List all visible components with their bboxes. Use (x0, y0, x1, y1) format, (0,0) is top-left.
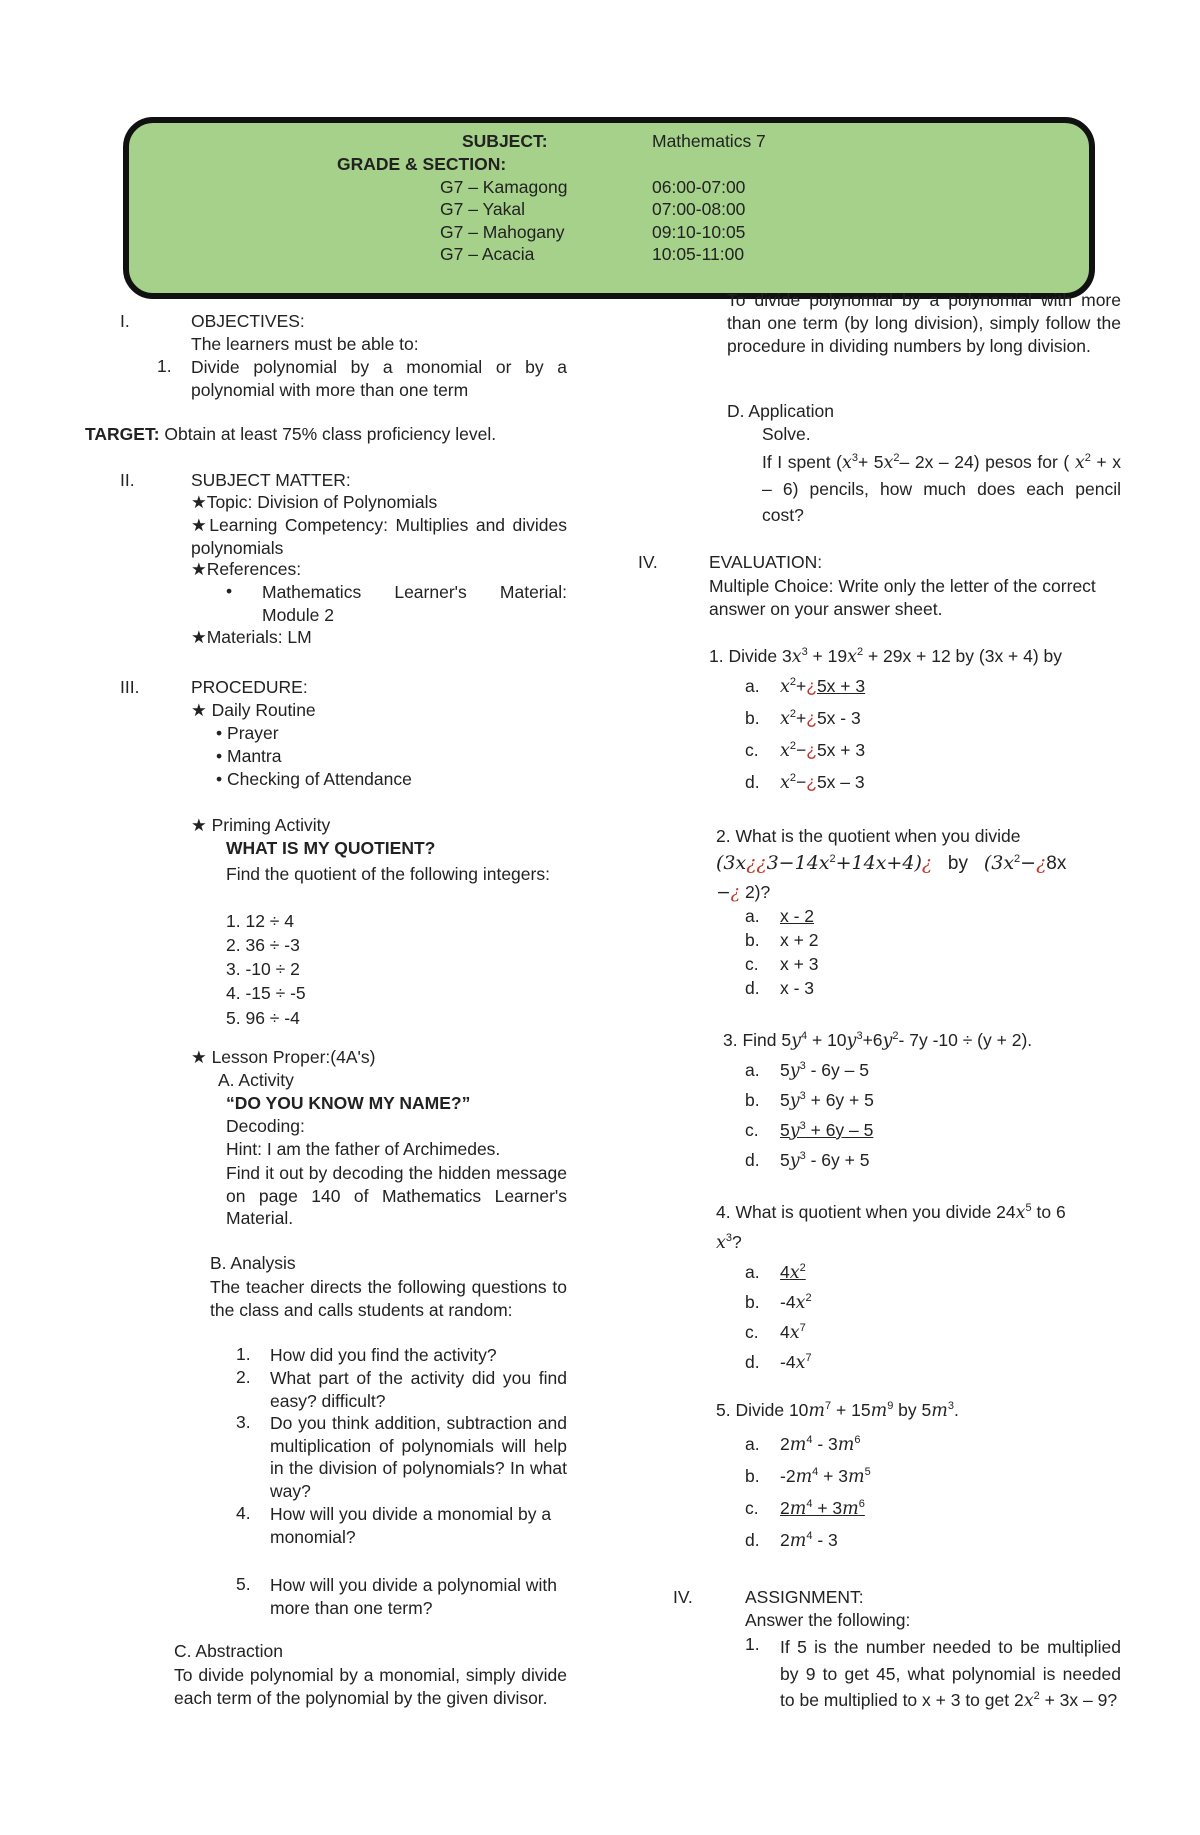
analysis-item: What part of the activity did you find easy? difficult? (270, 1368, 567, 1411)
q5-text: + 15 (831, 1400, 871, 1420)
q3-text: 3. Find 5 (723, 1030, 792, 1050)
header-box (123, 117, 1095, 299)
application-label: D. Application (727, 401, 835, 421)
section-time: 07:00-08:00 (652, 199, 746, 219)
daily-routine (191, 700, 316, 721)
q5-option-c: $2m^4 + 3m^6$ (780, 1498, 865, 1519)
q5-option-letter: a. (745, 1434, 760, 1454)
q3-option-a: $5y^3 - 6y - 5$ (780, 1060, 869, 1081)
references-text: References: (206, 559, 302, 579)
competency (191, 514, 567, 559)
section-name: G7 – Acacia (440, 244, 535, 264)
opt-text: - 6y + 5 (805, 1150, 870, 1170)
q5-text: . (954, 1400, 959, 1420)
activity-title: “DO YOU KNOW MY NAME?” (226, 1093, 471, 1113)
star-icon: ★ (191, 700, 207, 720)
activity-label: A. Activity (218, 1070, 294, 1090)
q3-text: +6 (862, 1030, 883, 1050)
app-text: + 5 (857, 452, 884, 472)
evaluation-instr: Multiple Choice: Write only the letter of the correct answer on your answer sheet. (709, 576, 1096, 619)
opt-text: -4 (780, 1292, 796, 1312)
star-icon: ★ (191, 627, 207, 647)
lesson-proper (191, 1047, 375, 1068)
opt-text: 5x + 3 (816, 740, 866, 760)
q1-text: + 29x + 12 by (3x + 4) by (863, 646, 1063, 666)
lesson-proper-text: Lesson Proper:(4A's) (211, 1047, 376, 1067)
priming-item: 4. -15 ÷ -5 (226, 983, 306, 1003)
analysis-num: 2. (236, 1367, 251, 1387)
priming-item: 5. 96 ÷ -4 (226, 1008, 300, 1028)
priming-text: Priming Activity (211, 815, 331, 835)
decoding: Decoding: (226, 1116, 305, 1136)
q4-text: 4. What is quotient when you divide 24 (716, 1202, 1016, 1222)
opt-text: 2 (780, 1434, 790, 1454)
evaluation-title: EVALUATION: (709, 552, 823, 572)
q4-option-a: $4x^2$ (780, 1262, 806, 1283)
question-5: 5. Divide $10m^7 + 15m^9$ by $5m^3$. (716, 1400, 959, 1421)
opt-sign: + (796, 676, 807, 696)
opt-sign: + (796, 708, 807, 728)
routine-item (216, 746, 281, 767)
q1-option-letter: c. (745, 740, 759, 760)
subject-value: Mathematics 7 (652, 131, 766, 151)
q1-option-letter: b. (745, 708, 760, 728)
objective-num: 1. (157, 356, 172, 376)
q1-option-letter: a. (745, 676, 760, 696)
subject-matter-title: SUBJECT MATTER: (191, 470, 351, 490)
analysis-intro: The teacher directs the following questions to the class and calls students at random: (210, 1277, 567, 1320)
analysis-item: How did you find the activity? (270, 1345, 497, 1365)
q3-text: + 10 (807, 1030, 847, 1050)
grade-label: GRADE & SECTION: (337, 154, 507, 174)
procedure-title: PROCEDURE: (191, 677, 308, 697)
q4-option-b: $-4x^2$ (780, 1292, 812, 1313)
routine-item (216, 769, 412, 790)
q5-option-d: $2m^4 - 3$ (780, 1530, 838, 1551)
section-name: G7 – Kamagong (440, 177, 568, 197)
q3-option-d: $5y^3 - 6y + 5$ (780, 1150, 870, 1171)
abstraction-text: To divide polynomial by a monomial, simply divide each term of the polynomial by the given divisor. (174, 1665, 567, 1708)
q4-option-letter: c. (745, 1322, 759, 1342)
analysis-num: 1. (236, 1344, 251, 1364)
opt-text: 2 (780, 1530, 790, 1550)
assignment-title: ASSIGNMENT: (745, 1587, 864, 1607)
star-icon: ★ (191, 1047, 207, 1067)
target-label: TARGET: (85, 424, 160, 444)
app-text: If I spent ( (762, 452, 842, 472)
assignment-text: If 5 is the number needed to be multiplied by 9 to get 45, what polynomial is needed to be multiplied to x + 3 to get 2 (780, 1637, 1121, 1710)
question-4: 4. What is quotient when you divide $24x^5$ to 6 (716, 1202, 1066, 1223)
q2-option-letter: a. (745, 906, 760, 926)
hint: Hint: I am the father of Archimedes. (226, 1139, 501, 1159)
star-icon: ★ (191, 492, 207, 512)
section-time: 06:00-07:00 (652, 177, 746, 197)
analysis-label: B. Analysis (210, 1253, 296, 1273)
q3-option-c: $5y^3 + 6y - 5$ (780, 1120, 874, 1141)
question-2-line3: −¿ 2)? (716, 882, 771, 903)
priming-activity (191, 815, 330, 836)
q4-option-letter: a. (745, 1262, 760, 1282)
competency-text: Learning Competency: Multiplies and divides polynomials (191, 515, 567, 558)
application-problem: If I spent ($x^3+ 5x^2-$ 2x – 24) pesos for ( $x^2 + x - 6$) pencils, how much does each pencil cost? (762, 452, 1121, 525)
opt-sign: − (796, 740, 807, 760)
opt-text: 4 (780, 1322, 790, 1342)
solve: Solve. (762, 424, 811, 444)
q2-option-a: x - 2 (780, 906, 815, 926)
q5-text: 5. Divide 10 (716, 1400, 809, 1420)
routine-item-text: Mantra (227, 746, 282, 766)
routine-item (216, 723, 279, 744)
q4-option-letter: d. (745, 1352, 760, 1372)
assignment-item: If 5 is the number needed to be multiplied by 9 to get 45, what polynomial is needed to be multiplied to x + 3 to get $2x^2 + 3x - 9$? (780, 1637, 1121, 1711)
objectives-title: OBJECTIVES: (191, 311, 305, 331)
target (85, 424, 496, 445)
opt-text: - 6y – 5 (805, 1060, 869, 1080)
question-3: 3. Find $5y^4 + 10y^3+6y^2-$ 7y -10 ÷ (y + 2). (723, 1030, 1033, 1051)
opt-text: 5x – 3 (816, 772, 865, 792)
section-time: 09:10-10:05 (652, 222, 746, 242)
objectives-intro: The learners must be able to: (191, 334, 419, 354)
subject-label: SUBJECT: (462, 131, 548, 151)
priming-instr: Find the quotient of the following integers: (226, 864, 550, 884)
materials (191, 627, 312, 648)
analysis-item: Do you think addition, subtraction and multiplication of polynomials will help in the division of polynomials? In what way? (270, 1413, 567, 1501)
section-name: G7 – Yakal (440, 199, 525, 219)
priming-item: 2. 36 ÷ -3 (226, 935, 300, 955)
topic (191, 492, 437, 513)
materials-text: Materials: LM (206, 627, 312, 647)
priming-item: 3. -10 ÷ 2 (226, 959, 300, 979)
opt-text: 2 (780, 1498, 790, 1518)
assignment-intro: Answer the following: (745, 1610, 911, 1630)
q2-option-d: x - 3 (780, 978, 815, 998)
q4-option-letter: b. (745, 1292, 760, 1312)
q2-text: 2)? (744, 882, 771, 902)
opt-text: 5x + 3 (816, 676, 866, 696)
assignment-item-num: 1. (745, 1634, 760, 1654)
routine-item-text: Prayer (227, 723, 279, 743)
assignment-num: IV. (673, 1587, 693, 1607)
q2-option-letter: d. (745, 978, 760, 998)
bullet-icon: • (216, 723, 223, 743)
q2-text: by (947, 853, 968, 874)
q2-text: 8x (1046, 853, 1067, 874)
q2-option-letter: c. (745, 954, 759, 974)
q3-option-letter: d. (745, 1150, 760, 1170)
q3-option-letter: a. (745, 1060, 760, 1080)
daily-routine-text: Daily Routine (211, 700, 316, 720)
priming-title: WHAT IS MY QUOTIENT? (226, 838, 436, 858)
q1-text: 1. Divide 3 (709, 646, 792, 666)
opt-text: 4 (780, 1262, 790, 1282)
q4-option-d: $-4x^7$ (780, 1352, 812, 1373)
q3-option-letter: b. (745, 1090, 760, 1110)
q5-option-letter: b. (745, 1466, 760, 1486)
objectives-num: I. (120, 311, 130, 331)
bullet-icon: • (216, 769, 223, 789)
q3-option-letter: c. (745, 1120, 759, 1140)
q1-text: + 19 (807, 646, 848, 666)
q5-text: by 5 (893, 1400, 932, 1420)
q5-option-letter: c. (745, 1498, 759, 1518)
question-2-line2: $(3x¿¿3-14x^2+14x+4)¿$ by ($3x^2-¿8x$ (716, 852, 1067, 874)
references (191, 559, 301, 580)
analysis-item: How will you divide a polynomial with more than one term? (270, 1575, 557, 1618)
app-text: + x – 6) pencils, how much does each pencil cost? (762, 452, 1121, 525)
q4-text: ? (732, 1232, 742, 1252)
routine-item-text: Checking of Attendance (227, 769, 412, 789)
q1-option-b: $x^2+¿5x - 3$ (780, 708, 861, 729)
opt-sign: − (796, 772, 807, 792)
opt-text: -2 (780, 1466, 796, 1486)
analysis-num: 4. (236, 1503, 251, 1523)
q5-option-letter: d. (745, 1530, 760, 1550)
q1-option-d: $x^2-¿5x - 3$ (780, 772, 865, 793)
q3-option-b: $5y^3 + 6y + 5$ (780, 1090, 874, 1111)
section-time: 10:05-11:00 (652, 244, 745, 264)
topic-text: Topic: Division of Polynomials (206, 492, 438, 512)
analysis-item: How will you divide a monomial by a monomial? (270, 1504, 552, 1547)
star-icon: ★ (191, 559, 207, 579)
objective-item: Divide polynomial by a monomial or by a polynomial with more than one term (191, 357, 567, 400)
star-icon: ★ (191, 515, 210, 535)
analysis-num: 3. (236, 1412, 251, 1432)
reference-item: Mathematics Learner's Material: Module 2 (262, 582, 567, 625)
bullet-icon: • (216, 746, 223, 766)
opt-text: + 6y + 5 (805, 1090, 874, 1110)
q2-text: 2. What is the quotient when you divide (716, 826, 1021, 846)
question-2-line1 (716, 826, 1121, 847)
section-name: G7 – Mahogany (440, 222, 565, 242)
assignment-text: + 3x – 9? (1039, 1690, 1118, 1710)
q4-option-c: $4x^7$ (780, 1322, 806, 1343)
opt-text: + 6y – 5 (805, 1120, 874, 1140)
subject-matter-num: II. (120, 470, 135, 490)
procedure-num: III. (120, 677, 140, 697)
analysis-num: 5. (236, 1574, 251, 1594)
abstraction-label: C. Abstraction (174, 1641, 283, 1661)
target-text: Obtain at least 75% class proficiency level. (164, 424, 497, 444)
question-4-cont: $x^3$? (716, 1232, 742, 1253)
find-out: Find it out by decoding the hidden message on page 140 of Mathematics Learner's Material. (226, 1163, 567, 1228)
abstraction-cont: To divide polynomial by a polynomial with more than one term (by long division), simply follow the procedure in dividing numbers by long division. (727, 290, 1121, 356)
priming-item: 1. 12 ÷ 4 (226, 911, 294, 931)
q1-option-letter: d. (745, 772, 760, 792)
opt-text: -4 (780, 1352, 796, 1372)
evaluation-num: IV. (638, 552, 658, 572)
q2-option-letter: b. (745, 930, 760, 950)
q1-option-c: $x^2-¿5x + 3$ (780, 740, 866, 761)
q4-text: to 6 (1031, 1202, 1066, 1222)
question-1: 1. Divide $3x^3 + 19x^2 + 29x + 12$ by (3x + 4) by (709, 646, 1063, 667)
q3-text: - 7y -10 ÷ (y + 2). (898, 1030, 1033, 1050)
q2-option-b: x + 2 (780, 930, 819, 950)
q2-option-c: x + 3 (780, 954, 819, 974)
app-text: – 2x – 24) pesos for ( (899, 452, 1070, 472)
bullet-icon: • (226, 581, 233, 601)
star-icon: ★ (191, 815, 207, 835)
q5-option-a: $2m^4 - 3m^6$ (780, 1434, 861, 1455)
q5-option-b: $-2m^4 + 3m^5$ (780, 1466, 871, 1487)
opt-text: 5x - 3 (816, 708, 861, 728)
q1-option-a: $x^2+¿5x + 3$ (780, 676, 866, 697)
